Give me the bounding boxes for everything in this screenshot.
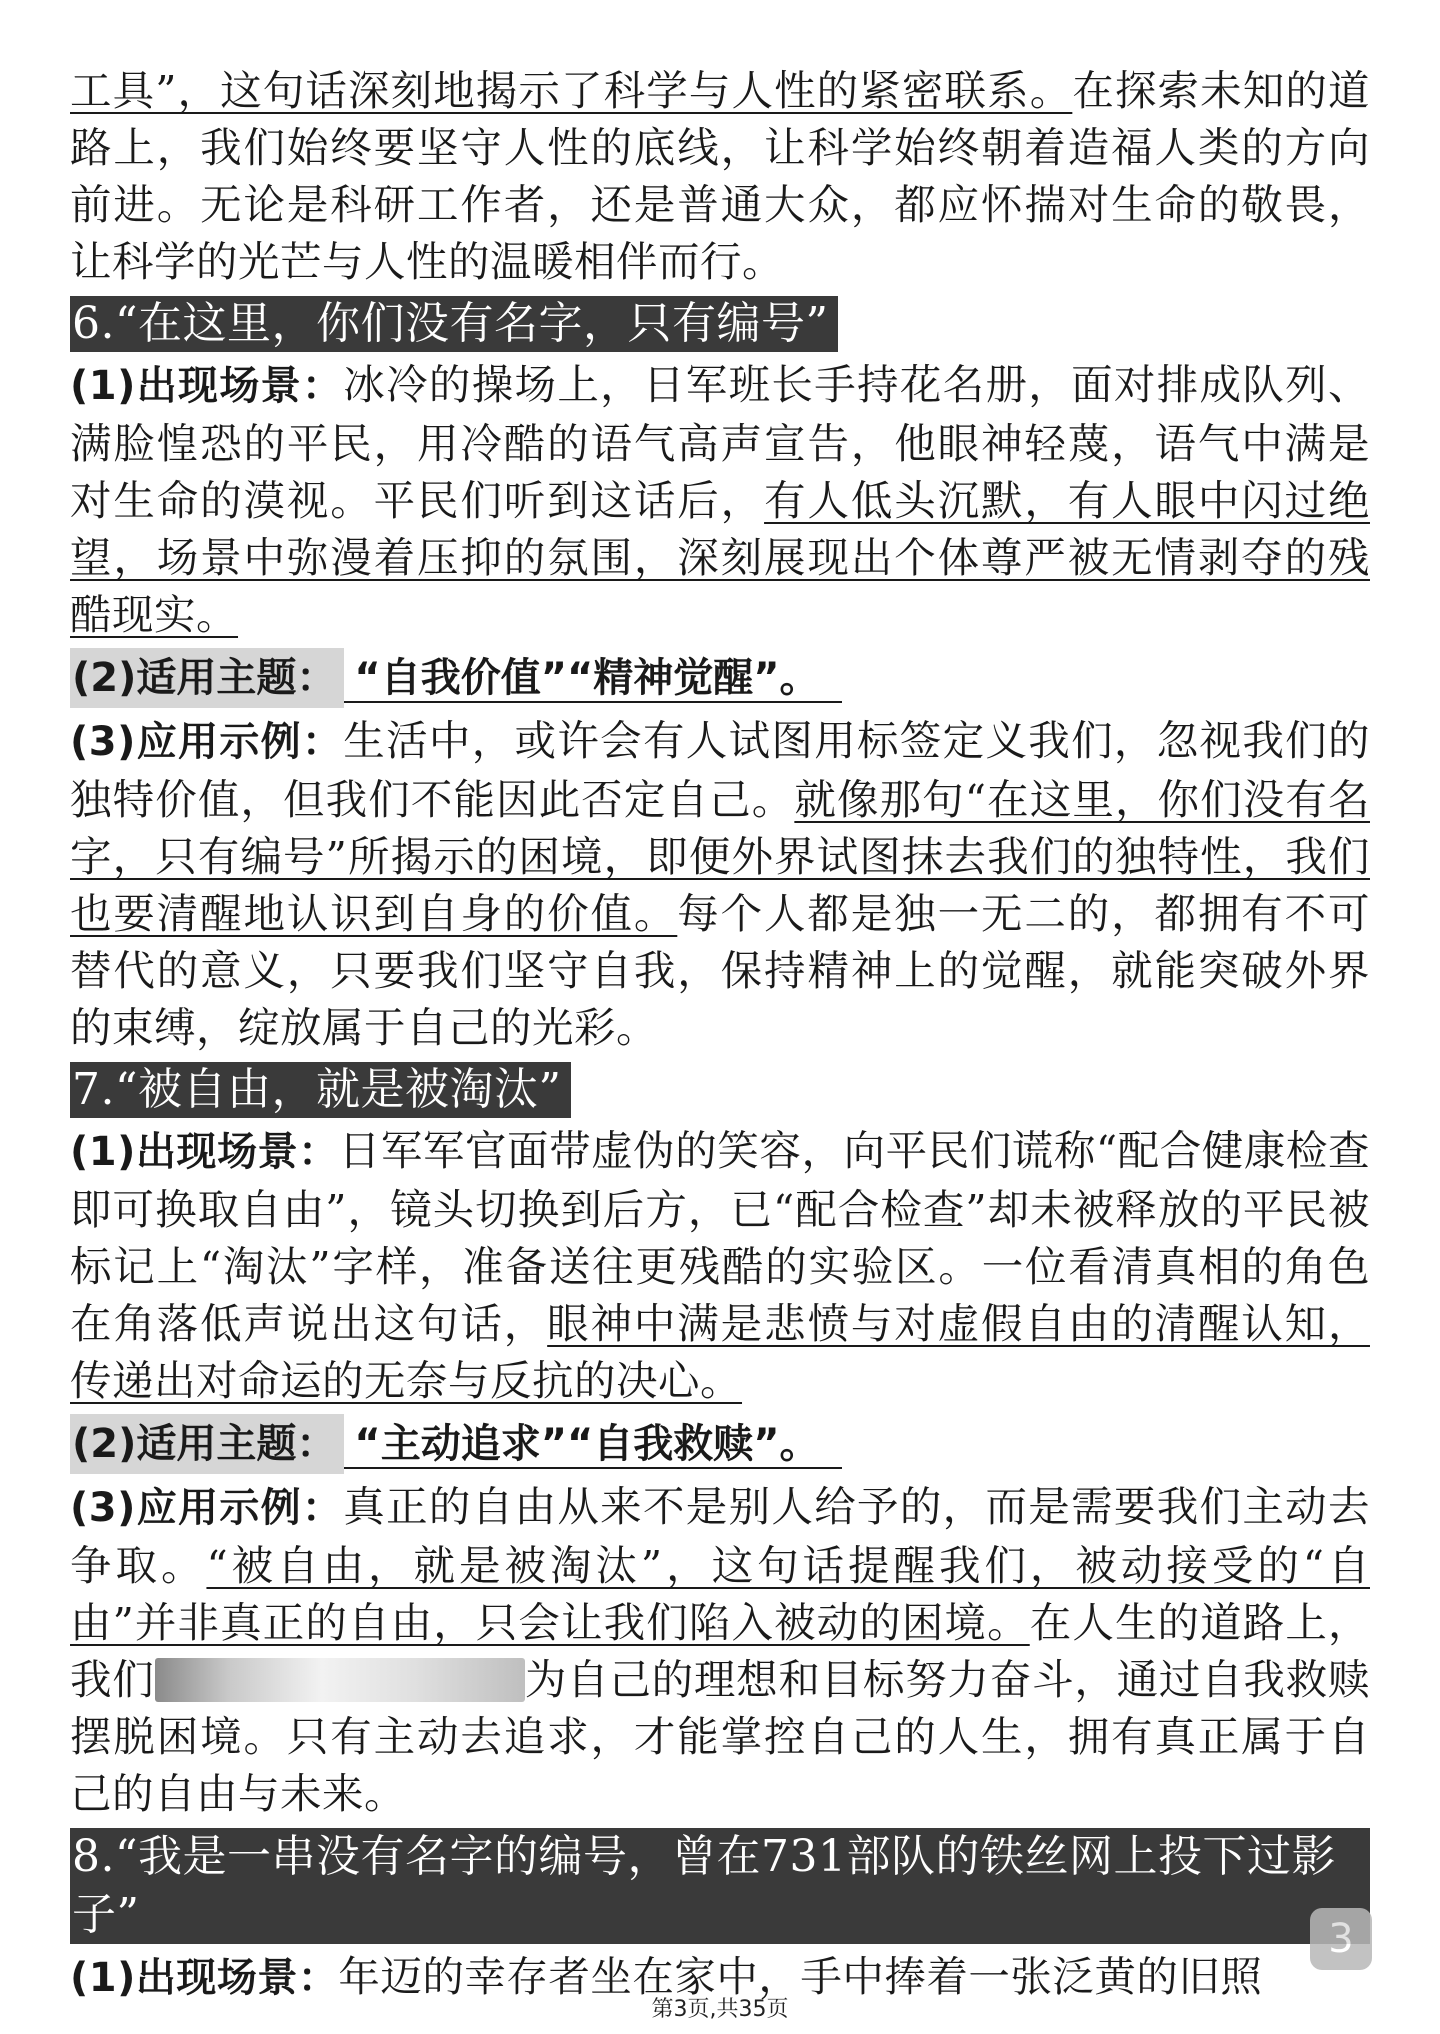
page-footer: 第3页,共35页 xyxy=(651,1997,789,2022)
example-text-end: 每个人都是独一无二的，都拥有不可替代的意义，只要我们坚守自我，保持精神上的觉醒，就能突破外界的束缚，绽放属于自己的光彩。 xyxy=(70,889,1370,1052)
scene-label: (1)出现场景： xyxy=(70,1129,339,1175)
page-content xyxy=(70,62,1370,2007)
intro-underlined-text: 工具”，这句话深刻地揭示了科学与人性的紧密联系。 xyxy=(70,66,1073,115)
scene-underlined-text: 眼神中满是悲愤与对虚假自由的清醒认知，传递出对命运的无奈与反抗的决心。 xyxy=(70,1299,1370,1405)
theme-value: “自我价值”“精神觉醒”。 xyxy=(344,655,841,703)
section-7-heading: 7.“被自由，就是被淘汰” xyxy=(70,1062,571,1118)
scene-text: 年迈的幸存者坐在家中，手中捧着一张泛黄的旧照 xyxy=(338,1952,1263,2001)
section-7-theme xyxy=(70,1413,1370,1474)
redaction-blur xyxy=(155,1658,525,1702)
example-underlined-text: 就像那句“在这里，你们没有名字，只有编号”所揭示的困境，即便外界试图抹去我们的独特性，我们也要清醒地认识到自身的价值。 xyxy=(70,775,1370,938)
section-7-scene xyxy=(70,1122,1370,1409)
scene-label: (1)出现场景： xyxy=(70,1955,339,2001)
theme-label: (2)适用主题： xyxy=(70,648,344,708)
scene-label: (1)出现场景： xyxy=(70,363,344,409)
section-8-heading: 8.“我是一串没有名字的编号，曾在731部队的铁丝网上投下过影子” xyxy=(70,1828,1370,1944)
section-6-theme xyxy=(70,647,1370,708)
example-text-end: 为自己的理想和目标努力奋斗，通过自我救赎摆脱困境。只有主动去追求，才能掌控自己的人生，拥有真正属于自己的自由与未来。 xyxy=(70,1655,1370,1818)
section-6-heading: 6.“在这里，你们没有名字，只有编号” xyxy=(70,296,838,352)
page-number-badge[interactable]: 3 xyxy=(1310,1908,1372,1970)
section-7-example xyxy=(70,1478,1370,1822)
example-text: 生活中，或许会有人试图用标签定义我们，忽视我们的独特价值，但我们不能因此否定自己。 xyxy=(70,716,1370,824)
theme-value: “主动追求”“自我救赎”。 xyxy=(344,1421,841,1469)
section-6-scene xyxy=(70,356,1370,643)
example-underlined-text: “被自由，就是被淘汰”，这句话提醒我们，被动接受的“自由”并非真正的自由，只会让我们陷入被动的困境。 xyxy=(70,1541,1370,1647)
scene-text: 冰冷的操场上，日军班长手持花名册，面对排成队列、满脸惶恐的平民，用冷酷的语气高声宣告，他眼神轻蔑，语气中满是对生命的漠视。平民们听到这话后， xyxy=(70,360,1370,525)
intro-paragraph xyxy=(70,62,1370,290)
example-text: 真正的自由从来不是别人给予的，而是需要我们主动去争取。 xyxy=(70,1482,1370,1590)
intro-text: 在探索未知的道路上，我们始终要坚守人性的底线，让科学始终朝着造福人类的方向前进。无论是科研工作者，还是普通大众，都应怀揣对生命的敬畏，让科学的光芒与人性的温暖相伴而行。 xyxy=(70,66,1370,286)
theme-label: (2)适用主题： xyxy=(70,1414,344,1474)
example-label: (3)应用示例： xyxy=(70,719,344,765)
scene-text: 日军军官面带虚伪的笑容，向平民们谎称“配合健康检查即可换取自由”，镜头切换到后方，已“配合检查”却未被释放的平民被标记上“淘汰”字样，准备送往更残酷的实验区。一位看清真相的角色在角落低声说出这句话， xyxy=(70,1126,1370,1348)
scene-underlined-text: 有人低头沉默，有人眼中闪过绝望，场景中弥漫着压抑的氛围，深刻展现出个体尊严被无情剥夺的残酷现实。 xyxy=(70,476,1370,639)
example-text-mid: 在人生的道路上，我们 xyxy=(70,1598,1370,1704)
section-6-example xyxy=(70,712,1370,1056)
example-label: (3)应用示例： xyxy=(70,1485,344,1531)
